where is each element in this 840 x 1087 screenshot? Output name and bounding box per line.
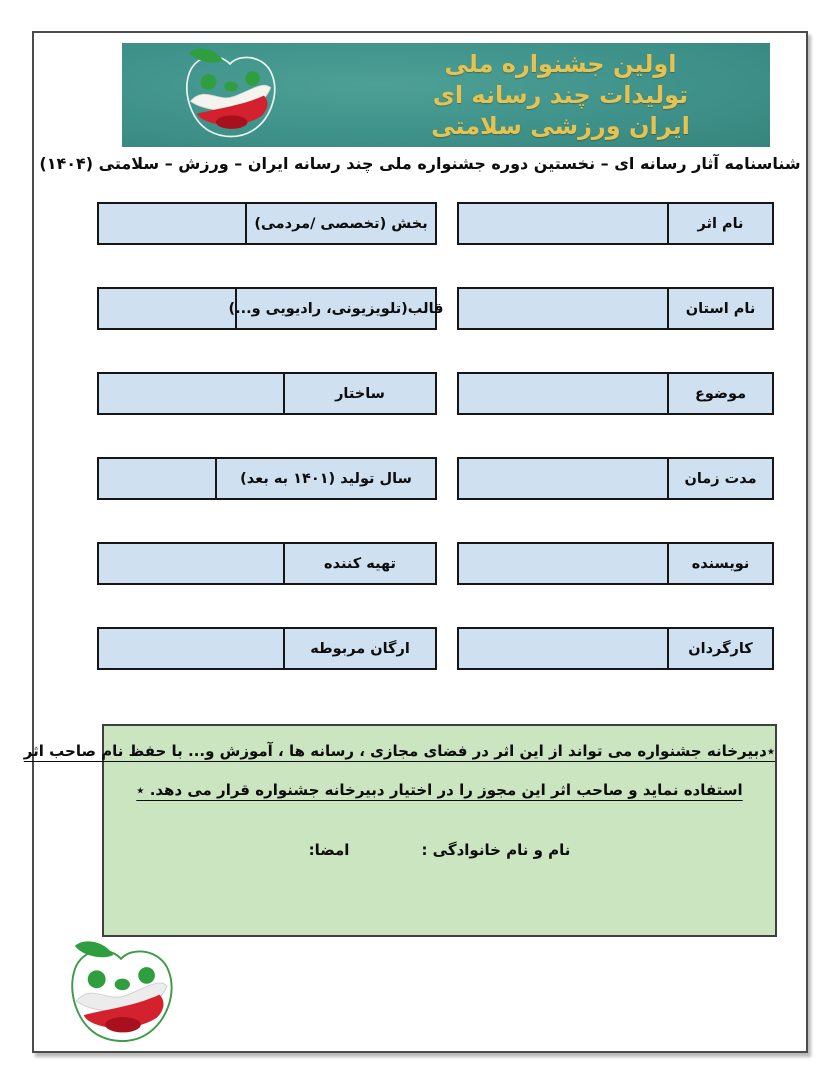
field-province-name [457,287,774,330]
form-area [97,202,774,712]
field-label: ارگان مربوطه [283,629,435,668]
field-input-subject[interactable] [459,374,667,413]
field-work-name [457,202,774,245]
field-input-writer[interactable] [459,544,667,583]
field-input-format[interactable] [99,289,235,328]
apple-face-logo-icon [57,938,185,1050]
full-name-label: نام و نام خانوادگی : [421,841,571,859]
field-label: ساختار [283,374,435,413]
notice-line-2: استفاده نماید و صاحب اثر این مجوز را در اختیار دبیرخانه جشنواره قرار می دهد. ٭ [136,781,743,799]
festival-banner [122,43,770,147]
form-column-right [457,202,774,712]
field-production-year [97,457,437,500]
field-input-section[interactable] [99,204,245,243]
banner-line-2: تولیدات چند رسانه ای [432,80,689,109]
document-page [23,31,808,1053]
signature-row [104,841,775,859]
field-label: نویسنده [667,544,772,583]
field-label: نام اثر [667,204,772,243]
field-related-organization [97,627,437,670]
field-input-duration[interactable] [459,459,667,498]
banner-text [337,43,770,147]
field-format [97,287,444,330]
field-label: قالب(تلویزیونی، رادیویی و...) [235,289,435,328]
field-label: تهیه کننده [283,544,435,583]
field-label: نام استان [667,289,772,328]
field-section [97,202,437,245]
field-input-province-name[interactable] [459,289,667,328]
field-label: بخش (تخصصی /مردمی) [245,204,435,243]
field-producer [97,542,437,585]
document-title: شناسنامه آثار رسانه ای – نخستین دوره جشنواره ملی چند رسانه ایران – ورزش – سلامتی (۱۴۰۴) [39,154,801,173]
field-label: سال تولید (۱۴۰۱ به بعد) [215,459,435,498]
banner-logo-area [122,43,337,147]
field-input-production-year[interactable] [99,459,215,498]
field-writer [457,542,774,585]
field-label: مدت زمان [667,459,772,498]
field-input-work-name[interactable] [459,204,667,243]
banner-line-1: اولین جشنواره ملی [444,49,677,78]
field-subject [457,372,774,415]
field-input-related-organization[interactable] [99,629,283,668]
apple-face-logo-icon [137,47,323,143]
field-input-director[interactable] [459,629,667,668]
field-structure [97,372,437,415]
field-input-structure[interactable] [99,374,283,413]
banner-line-3: ایران ورزشی سلامتی [431,111,690,140]
permission-notice-box [23,724,777,937]
field-label: کارگردان [667,629,772,668]
notice-line-1: ٭دبیرخانه جشنواره می تواند از این اثر در فضای مجازی ، رسانه ها ، آموزش و... با حفظ نام صاحب اثر [23,742,775,760]
field-input-producer[interactable] [99,544,283,583]
form-column-left [97,202,444,712]
field-duration [457,457,774,500]
field-director [457,627,774,670]
field-label: موضوع [667,374,772,413]
signature-label: امضا: [308,841,350,859]
